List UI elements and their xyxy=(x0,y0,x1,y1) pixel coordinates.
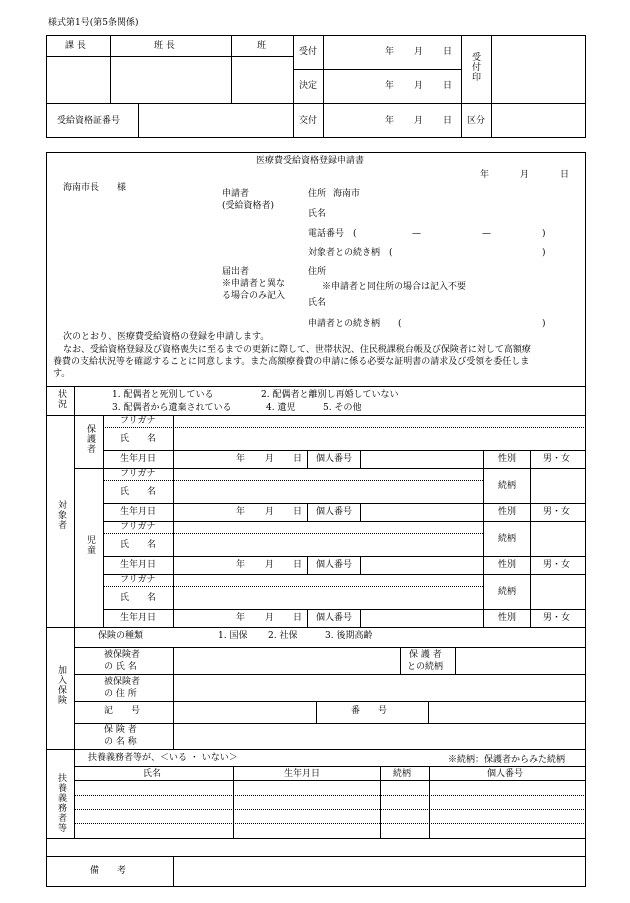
col-divider xyxy=(483,468,484,521)
date-day: 日 xyxy=(443,116,453,126)
col-divider xyxy=(307,503,308,521)
dependents-col-mynumber: 個人番号 xyxy=(487,769,524,779)
name-row-divider xyxy=(103,556,586,557)
birth-year: 年 xyxy=(236,454,246,464)
insurer-label-2: の 名 称 xyxy=(104,737,137,747)
phone-separator: — xyxy=(412,229,421,239)
col-divider xyxy=(530,574,531,627)
relation-label: 続柄 xyxy=(498,587,517,597)
uketsuke-label: 受付 xyxy=(299,47,318,57)
notifier-note-2: る場合のみ記入 xyxy=(222,291,286,301)
date-year: 年 xyxy=(385,47,395,57)
status-option-5: 5. その他 xyxy=(323,403,362,413)
name-row-divider xyxy=(103,450,586,451)
furigana-label: フリガナ xyxy=(120,575,156,585)
mynumber-label: 個人番号 xyxy=(316,454,353,464)
notifier-note-1: ※申請者と異な xyxy=(222,279,286,289)
insurance-label: 加入保険 xyxy=(56,665,66,705)
dependents-col-name: 氏名 xyxy=(143,769,162,779)
dependents-question: 扶養義務者等が、＜いる ・ いない＞ xyxy=(88,753,238,763)
statement-line-3: 養費の支給状況等を確認することに同意します。また高額療養費の申請に係る必要な証明書の請求及び受領を委任しま xyxy=(53,357,530,367)
furigana-divider xyxy=(103,480,483,481)
dependents-col-relation: 続柄 xyxy=(393,769,412,779)
birth-month: 月 xyxy=(265,613,275,623)
insured-address-label-2: の 住 所 xyxy=(104,689,137,699)
status-label: 状況 xyxy=(56,389,66,409)
kacho-label: 課 長 xyxy=(65,41,86,51)
juryoin-label: 受付印 xyxy=(470,52,480,82)
date-year: 年 xyxy=(385,81,395,91)
name-label: 氏名 xyxy=(308,209,327,219)
subject-label: 対象者 xyxy=(56,500,66,530)
form-title: 医療費受給資格登録申請書 xyxy=(256,156,365,166)
applicant-sub-label: (受給資格者) xyxy=(222,201,275,211)
block-divider xyxy=(103,521,586,522)
sex-value: 男・女 xyxy=(543,613,571,623)
insured-address-label-1: 被保険者 xyxy=(104,677,141,687)
relation-label: 対象者との続き柄 ( xyxy=(308,248,393,258)
kettei-label: 決定 xyxy=(299,81,318,91)
birthdate-label: 生年月日 xyxy=(120,507,157,517)
sex-label: 性別 xyxy=(498,613,517,623)
mynumber-label: 個人番号 xyxy=(316,507,353,517)
statement-line-1: 次のとおり、医療費受給資格の登録を申請します。 xyxy=(63,332,270,342)
birthdate-label: 生年月日 xyxy=(120,613,157,623)
date-day: 日 xyxy=(443,47,453,57)
phone-label: 電話番号 ( xyxy=(308,229,357,239)
date-month: 月 xyxy=(414,81,424,91)
birth-day: 日 xyxy=(293,560,303,570)
notifier-name-label: 氏名 xyxy=(308,298,327,308)
name-label: 氏 名 xyxy=(120,593,157,603)
hancho-label: 班 長 xyxy=(154,41,175,51)
sex-label: 性別 xyxy=(498,507,517,517)
block-divider xyxy=(103,468,586,469)
status-option-2: 2. 配偶者と離別し再婚していない xyxy=(261,390,399,400)
insurance-type-opt3: 3. 後期高齢 xyxy=(325,631,373,641)
col-divider xyxy=(307,450,308,468)
addressee: 海南市長 様 xyxy=(63,183,127,193)
col-divider xyxy=(530,468,531,521)
furigana-label: フリガナ xyxy=(120,522,156,532)
paren-close: ) xyxy=(542,248,546,258)
child-label: 児童 xyxy=(85,535,95,555)
birthdate-label: 生年月日 xyxy=(120,454,157,464)
block-divider xyxy=(103,574,586,575)
col-divider xyxy=(483,450,484,468)
birth-day: 日 xyxy=(293,507,303,517)
han-label: 班 xyxy=(257,41,267,51)
koufu-label: 交付 xyxy=(299,116,318,126)
date-year: 年 xyxy=(385,116,395,126)
insurance-type-opt1: 1. 国保 xyxy=(218,631,248,641)
apply-date-day: 日 xyxy=(560,170,570,180)
name-row-divider xyxy=(103,503,586,504)
notifier-address-label: 住所 xyxy=(308,267,327,277)
apply-date-year: 年 xyxy=(480,170,490,180)
col-divider xyxy=(360,503,361,521)
guardian-relation-label-2: との続柄 xyxy=(407,662,444,672)
relation-label: 続柄 xyxy=(498,481,517,491)
birth-year: 年 xyxy=(236,507,246,517)
certificate-number-label: 受給資格証番号 xyxy=(57,116,121,126)
mynumber-label: 個人番号 xyxy=(316,560,353,570)
name-label: 氏 名 xyxy=(120,487,157,497)
symbol-label: 記 号 xyxy=(104,706,141,716)
sex-value: 男・女 xyxy=(543,507,571,517)
notifier-label: 届出者 xyxy=(222,267,250,277)
date-month: 月 xyxy=(414,116,424,126)
remarks-label: 備 考 xyxy=(90,866,127,876)
mynumber-label: 個人番号 xyxy=(316,613,353,623)
name-row-divider xyxy=(103,609,586,610)
notifier-relation-label: 申請者との続き柄 ( xyxy=(308,319,402,329)
relation-label: 続柄 xyxy=(498,534,517,544)
col-divider xyxy=(483,521,484,574)
paren-close: ) xyxy=(542,319,546,329)
sex-value: 男・女 xyxy=(543,560,571,570)
kubun-label: 区分 xyxy=(467,116,486,126)
col-divider xyxy=(360,450,361,468)
col-divider xyxy=(530,450,531,468)
col-divider xyxy=(307,556,308,574)
dependents-note: ※続柄：保護者からみた続柄 xyxy=(448,755,566,765)
col-divider xyxy=(360,609,361,627)
col-divider xyxy=(483,574,484,627)
status-option-3: 3. 配偶者から遺棄されている xyxy=(112,403,232,413)
birthdate-label: 生年月日 xyxy=(120,560,157,570)
birth-year: 年 xyxy=(236,560,246,570)
status-option-4: 4. 遺児 xyxy=(266,403,296,413)
form-number: 様式第1号(第5条関係) xyxy=(48,18,139,28)
birth-month: 月 xyxy=(265,560,275,570)
birth-month: 月 xyxy=(265,454,275,464)
furigana-divider xyxy=(103,586,483,587)
apply-date-month: 月 xyxy=(520,170,530,180)
furigana-divider xyxy=(103,427,586,428)
furigana-label: フリガナ xyxy=(120,416,156,426)
status-option-1: 1. 配偶者と死別している xyxy=(112,390,214,400)
guardian-relation-label-1: 保 護 者 xyxy=(409,650,442,660)
notifier-address-note: ※申請者と同住所の場合は記入不要 xyxy=(322,282,467,292)
name-label: 氏 名 xyxy=(120,434,157,444)
address-city: 海南市 xyxy=(333,189,361,199)
sex-label: 性別 xyxy=(498,454,517,464)
birth-year: 年 xyxy=(236,613,246,623)
guardian-label: 保護者 xyxy=(85,424,95,454)
statement-line-4: す。 xyxy=(53,369,71,379)
address-label: 住所 xyxy=(308,189,327,199)
insurer-label-1: 保 険 者 xyxy=(104,725,137,735)
col-divider xyxy=(307,609,308,627)
name-label: 氏 名 xyxy=(120,540,157,550)
birth-day: 日 xyxy=(293,613,303,623)
sex-label: 性別 xyxy=(498,560,517,570)
number-label: 番 号 xyxy=(351,706,388,716)
sex-value: 男・女 xyxy=(543,454,571,464)
insurance-type-label: 保険の種類 xyxy=(98,631,144,641)
furigana-divider xyxy=(103,533,483,534)
statement-line-2: なお、受給資格登録及び資格喪失に至るまでの更新に際して、世帯状況、住民税課税台帳及び保険者に対して高額療 xyxy=(63,345,531,355)
insured-name-label-2: の 氏 名 xyxy=(104,662,137,672)
col-divider xyxy=(530,521,531,574)
insured-name-label-1: 被保険者 xyxy=(104,650,141,660)
birth-day: 日 xyxy=(293,454,303,464)
paren-close: ) xyxy=(542,229,546,239)
phone-separator: — xyxy=(482,229,491,239)
insurance-type-opt2: 2. 社保 xyxy=(268,631,298,641)
date-day: 日 xyxy=(443,81,453,91)
applicant-label: 申請者 xyxy=(222,189,250,199)
date-month: 月 xyxy=(414,47,424,57)
dependents-col-birth: 生年月日 xyxy=(284,769,321,779)
dependents-label: 扶養義務者等 xyxy=(56,773,66,833)
birth-month: 月 xyxy=(265,507,275,517)
furigana-label: フリガナ xyxy=(120,469,156,479)
col-divider xyxy=(360,556,361,574)
